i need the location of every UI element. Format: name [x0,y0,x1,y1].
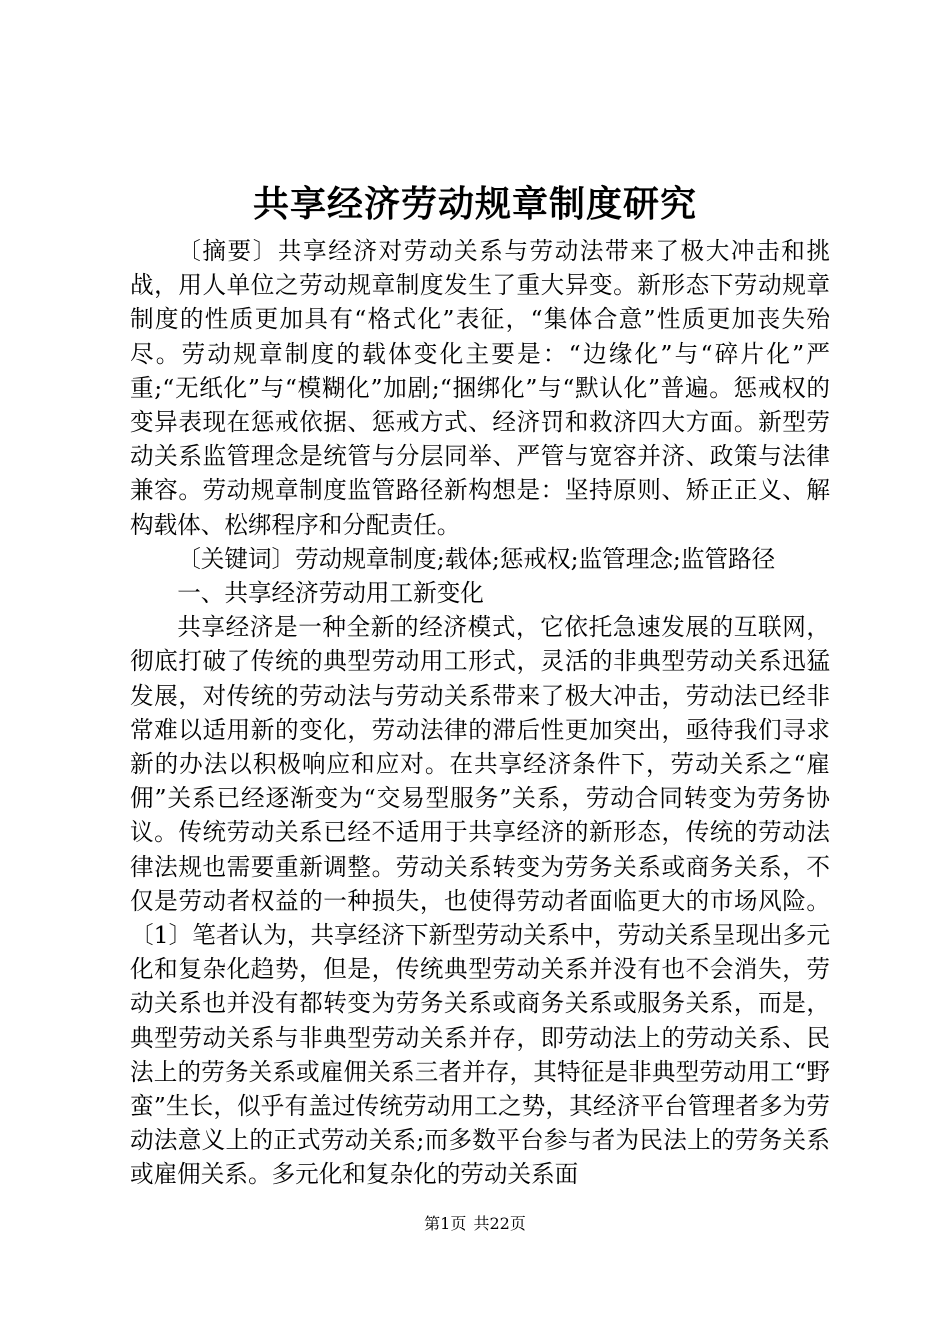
document-title: 共享经济劳动规章制度研究 [252,183,697,225]
abstract-paragraph: 〔摘要〕共享经济对劳动关系与劳动法带来了极大冲击和挑战，用人单位之劳动规章制度发生了重大异变。新形态下劳动规章制度的性质更加具有“格式化”表征，“集体合意”性质更加丧失殆尽。劳动规章制度的载体变化主要是：“边缘化”与“碎片化”严重;“无纸化”与“模糊化”加剧;“捆绑化”与“默认化”普遍。惩戒权的变异表现在惩戒依据、惩戒方式、经济罚和救济四大方面。新型劳动关系监管理念是统管与分层同举、严管与宽容并济、政策与法律兼容。劳动规章制度监管路径新构想是：坚持原则、矫正正义、解构载体、松绑程序和分配责任。 [130,237,830,539]
keywords-paragraph: 〔关键词〕劳动规章制度;载体;惩戒权;监管理念;监管路径 [177,544,776,573]
page-total: 共22页 [473,1214,526,1233]
page-footer [0,1213,950,1235]
section-heading: 一、共享经济劳动用工新变化 [177,579,484,608]
page-number: 第1页 [424,1214,467,1233]
document-body [130,234,830,1192]
body-paragraph: 共享经济是一种全新的经济模式，它依托急速发展的互联网，彻底打破了传统的典型劳动用工形式，灵活的非典型劳动关系迅猛发展，对传统的劳动法与劳动关系带来了极大冲击，劳动法已经非常难以适用新的变化，劳动法律的滞后性更加突出，亟待我们寻求新的办法以积极响应和应对。在共享经济条件下，劳动关系之“雇佣”关系已经逐渐变为“交易型服务”关系，劳动合同转变为劳务协议。传统劳动关系已经不适用于共享经济的新形态，传统的劳动法律法规也需要重新调整。劳动关系转变为劳务关系或商务关系，不仅是劳动者权益的一种损失，也使得劳动者面临更大的市场风险。〔1〕笔者认为，共享经济下新型劳动关系中，劳动关系呈现出多元化和复杂化趋势，但是，传统典型劳动关系并没有也不会消失，劳动关系也并没有都转变为劳务关系或商务关系或服务关系，而是，典型劳动关系与非典型劳动关系并存，即劳动法上的劳动关系、民法上的劳务关系或雇佣关系三者并存，其特征是非典型劳动用工“野蛮”生长，似乎有盖过传统劳动用工之势，其经济平台管理者多为劳动法意义上的正式劳动关系;而多数平台参与者为民法上的劳务关系或雇佣关系。多元化和复杂化的劳动关系面 [130,613,830,1189]
